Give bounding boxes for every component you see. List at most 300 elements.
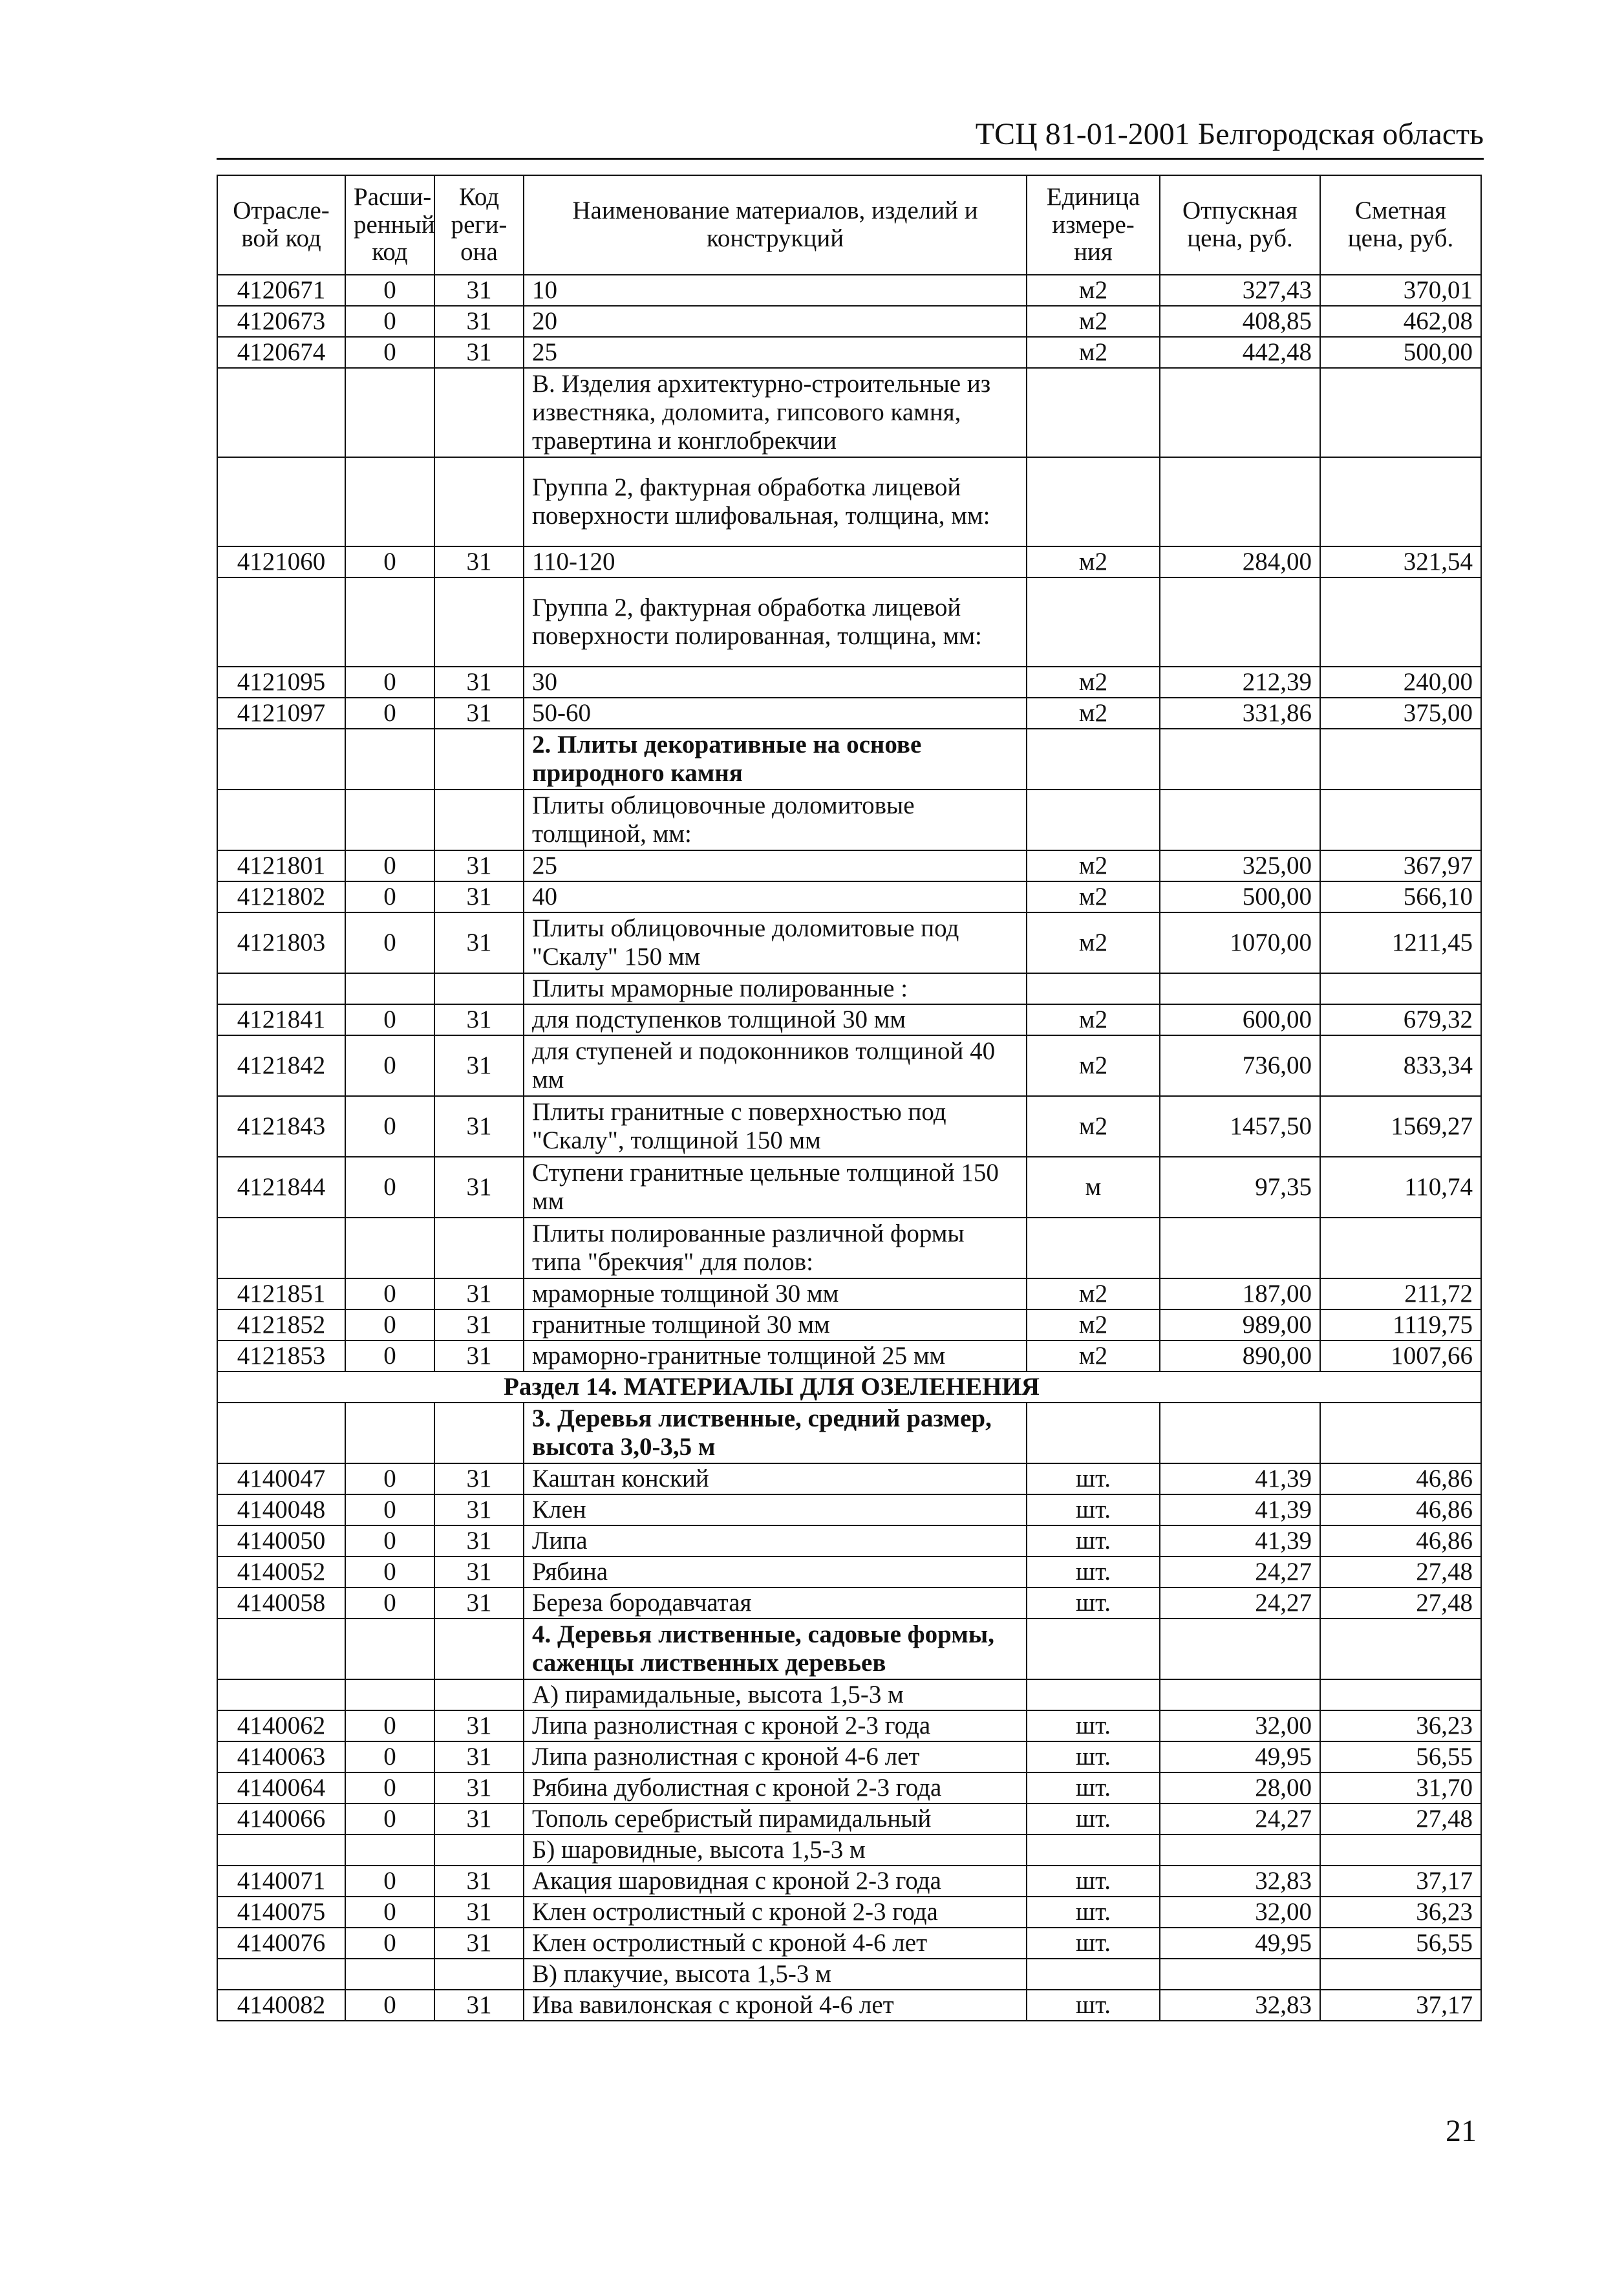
region-code-cell: 31 (434, 881, 524, 912)
name-cell: гранитные толщиной 30 мм (524, 1309, 1027, 1340)
unit-cell (1027, 790, 1160, 850)
estimate-price-cell: 56,55 (1320, 1928, 1481, 1959)
name-cell: Плиты полированные различной формы типа "брекчия" для полов: (524, 1218, 1027, 1278)
extended-code-cell: 0 (345, 1990, 434, 2021)
table-row (217, 1218, 1481, 1278)
industry-code-cell (217, 1679, 345, 1710)
name-cell: Липа (524, 1525, 1027, 1556)
unit-cell: м2 (1027, 337, 1160, 368)
table-row (217, 1525, 1481, 1556)
extended-code-cell (345, 790, 434, 850)
estimate-price-cell: 1211,45 (1320, 912, 1481, 973)
table-row (217, 546, 1481, 577)
unit-cell: м2 (1027, 881, 1160, 912)
unit-cell: шт. (1027, 1556, 1160, 1588)
release-price-cell: 442,48 (1160, 337, 1320, 368)
col-header-unit: Единица измере-ния (1027, 175, 1160, 275)
unit-cell: шт. (1027, 1525, 1160, 1556)
table-row (217, 729, 1481, 790)
extended-code-cell: 0 (345, 1710, 434, 1741)
table-row (217, 1309, 1481, 1340)
region-code-cell: 31 (434, 546, 524, 577)
region-code-cell (434, 368, 524, 457)
extended-code-cell: 0 (345, 1157, 434, 1218)
section-heading (217, 1372, 1481, 1403)
estimate-price-cell: 1569,27 (1320, 1096, 1481, 1157)
unit-cell: шт. (1027, 1866, 1160, 1897)
name-cell: Липа разнолистная с кроной 2-3 года (524, 1710, 1027, 1741)
release-price-cell: 24,27 (1160, 1556, 1320, 1588)
estimate-price-cell: 46,86 (1320, 1463, 1481, 1494)
region-code-cell (434, 729, 524, 790)
extended-code-cell (345, 1835, 434, 1866)
estimate-price-cell (1320, 973, 1481, 1004)
release-price-cell (1160, 1403, 1320, 1463)
release-price-cell: 284,00 (1160, 546, 1320, 577)
unit-cell (1027, 1403, 1160, 1463)
industry-code-cell: 4121851 (217, 1278, 345, 1309)
name-cell: Б) шаровидные, высота 1,5-3 м (524, 1835, 1027, 1866)
estimate-price-cell (1320, 368, 1481, 457)
release-price-cell: 41,39 (1160, 1463, 1320, 1494)
industry-code-cell: 4140066 (217, 1803, 345, 1835)
industry-code-cell: 4121801 (217, 850, 345, 881)
extended-code-cell: 0 (345, 1494, 434, 1525)
name-cell: Плиты гранитные с поверхностью под "Скалу", толщиной 150 мм (524, 1096, 1027, 1157)
extended-code-cell: 0 (345, 1525, 434, 1556)
estimate-price-cell: 462,08 (1320, 306, 1481, 337)
unit-cell: шт. (1027, 1741, 1160, 1772)
industry-code-cell (217, 1619, 345, 1679)
region-code-cell: 31 (434, 1556, 524, 1588)
unit-cell: м (1027, 1157, 1160, 1218)
estimate-price-cell: 37,17 (1320, 1866, 1481, 1897)
unit-cell (1027, 973, 1160, 1004)
estimate-price-cell (1320, 577, 1481, 667)
industry-code-cell: 4140076 (217, 1928, 345, 1959)
estimate-price-cell: 31,70 (1320, 1772, 1481, 1803)
estimate-price-cell: 27,48 (1320, 1556, 1481, 1588)
region-code-cell (434, 1959, 524, 1990)
unit-cell: м2 (1027, 546, 1160, 577)
region-code-cell: 31 (434, 667, 524, 698)
release-price-cell: 212,39 (1160, 667, 1320, 698)
region-code-cell (434, 1679, 524, 1710)
name-cell: 110-120 (524, 546, 1027, 577)
region-code-cell (434, 973, 524, 1004)
release-price-cell: 187,00 (1160, 1278, 1320, 1309)
extended-code-cell: 0 (345, 275, 434, 306)
table-row (217, 1004, 1481, 1035)
extended-code-cell: 0 (345, 1897, 434, 1928)
col-header-name: Наименование материалов, изделий и конструкций (524, 175, 1027, 275)
extended-code-cell: 0 (345, 1588, 434, 1619)
table-row (217, 1835, 1481, 1866)
estimate-price-cell (1320, 457, 1481, 546)
region-code-cell: 31 (434, 1710, 524, 1741)
unit-cell: шт. (1027, 1588, 1160, 1619)
name-cell: мраморно-гранитные толщиной 25 мм (524, 1340, 1027, 1372)
release-price-cell: 408,85 (1160, 306, 1320, 337)
table-row (217, 1959, 1481, 1990)
region-code-cell: 31 (434, 698, 524, 729)
release-price-cell: 49,95 (1160, 1928, 1320, 1959)
release-price-cell: 97,35 (1160, 1157, 1320, 1218)
release-price-cell: 24,27 (1160, 1588, 1320, 1619)
unit-cell: м2 (1027, 1035, 1160, 1096)
release-price-cell (1160, 1959, 1320, 1990)
extended-code-cell: 0 (345, 546, 434, 577)
name-cell: 25 (524, 850, 1027, 881)
name-cell: Рябина дуболистная с кроной 2-3 года (524, 1772, 1027, 1803)
table-row (217, 457, 1481, 546)
table-row (217, 1556, 1481, 1588)
table-row (217, 1803, 1481, 1835)
industry-code-cell: 4140064 (217, 1772, 345, 1803)
unit-cell (1027, 1835, 1160, 1866)
region-code-cell: 31 (434, 1990, 524, 2021)
extended-code-cell: 0 (345, 1004, 434, 1035)
release-price-cell: 600,00 (1160, 1004, 1320, 1035)
name-cell: Рябина (524, 1556, 1027, 1588)
unit-cell: м2 (1027, 306, 1160, 337)
name-cell: 30 (524, 667, 1027, 698)
name-cell: 3. Деревья лиственные, средний размер, высота 3,0-3,5 м (524, 1403, 1027, 1463)
region-code-cell: 31 (434, 850, 524, 881)
name-cell: Плиты облицовочные доломитовые толщиной, мм: (524, 790, 1027, 850)
table-row (217, 577, 1481, 667)
name-cell: Тополь серебристый пирамидальный (524, 1803, 1027, 1835)
industry-code-cell: 4140050 (217, 1525, 345, 1556)
estimate-price-cell: 46,86 (1320, 1525, 1481, 1556)
name-cell: 2. Плиты декоративные на основе природного камня (524, 729, 1027, 790)
extended-code-cell: 0 (345, 1556, 434, 1588)
industry-code-cell (217, 1835, 345, 1866)
name-cell: Ива вавилонская с кроной 4-6 лет (524, 1990, 1027, 2021)
name-cell: 40 (524, 881, 1027, 912)
region-code-cell (434, 1218, 524, 1278)
estimate-price-cell (1320, 1218, 1481, 1278)
extended-code-cell: 0 (345, 1741, 434, 1772)
name-cell: Клен остролистный с кроной 4-6 лет (524, 1928, 1027, 1959)
unit-cell: м2 (1027, 912, 1160, 973)
header-title: ТСЦ 81-01-2001 Белгородская область (975, 117, 1484, 151)
release-price-cell: 32,83 (1160, 1990, 1320, 2021)
table-row (217, 881, 1481, 912)
region-code-cell: 31 (434, 1897, 524, 1928)
region-code-cell: 31 (434, 1004, 524, 1035)
region-code-cell (434, 1835, 524, 1866)
extended-code-cell: 0 (345, 1928, 434, 1959)
extended-code-cell: 0 (345, 1803, 434, 1835)
unit-cell: шт. (1027, 1897, 1160, 1928)
industry-code-cell: 4140048 (217, 1494, 345, 1525)
name-cell: Клен (524, 1494, 1027, 1525)
estimate-price-cell: 321,54 (1320, 546, 1481, 577)
estimate-price-cell: 27,48 (1320, 1588, 1481, 1619)
release-price-cell: 1070,00 (1160, 912, 1320, 973)
industry-code-cell: 4121842 (217, 1035, 345, 1096)
estimate-price-cell (1320, 1619, 1481, 1679)
unit-cell: м2 (1027, 850, 1160, 881)
industry-code-cell (217, 973, 345, 1004)
estimate-price-cell: 27,48 (1320, 1803, 1481, 1835)
extended-code-cell (345, 368, 434, 457)
estimate-price-cell: 46,86 (1320, 1494, 1481, 1525)
page-number: 21 (1446, 2114, 1477, 2148)
table-row (217, 275, 1481, 306)
price-table (217, 175, 1482, 2021)
estimate-price-cell: 375,00 (1320, 698, 1481, 729)
industry-code-cell (217, 729, 345, 790)
table-row (217, 1157, 1481, 1218)
release-price-cell (1160, 973, 1320, 1004)
table-row (217, 337, 1481, 368)
estimate-price-cell (1320, 729, 1481, 790)
estimate-price-cell: 566,10 (1320, 881, 1481, 912)
extended-code-cell: 0 (345, 1096, 434, 1157)
release-price-cell (1160, 1218, 1320, 1278)
release-price-cell (1160, 729, 1320, 790)
name-cell: Липа разнолистная с кроной 4-6 лет (524, 1741, 1027, 1772)
table-row (217, 1372, 1481, 1403)
name-cell: Каштан конский (524, 1463, 1027, 1494)
extended-code-cell (345, 577, 434, 667)
col-header-estimate-price: Сметная цена, руб. (1320, 175, 1481, 275)
table-row (217, 1035, 1481, 1096)
table-row (217, 1340, 1481, 1372)
industry-code-cell: 4121060 (217, 546, 345, 577)
industry-code-cell: 4140058 (217, 1588, 345, 1619)
release-price-cell (1160, 790, 1320, 850)
estimate-price-cell (1320, 1679, 1481, 1710)
name-cell: 50-60 (524, 698, 1027, 729)
estimate-price-cell (1320, 1835, 1481, 1866)
table-row (217, 1494, 1481, 1525)
extended-code-cell: 0 (345, 337, 434, 368)
running-header (217, 115, 1484, 160)
estimate-price-cell (1320, 1403, 1481, 1463)
industry-code-cell: 4140063 (217, 1741, 345, 1772)
table-row (217, 1403, 1481, 1463)
name-cell: Группа 2, фактурная обработка лицевой поверхности шлифовальная, толщина, мм: (524, 457, 1027, 546)
extended-code-cell: 0 (345, 1035, 434, 1096)
region-code-cell: 31 (434, 1928, 524, 1959)
estimate-price-cell: 36,23 (1320, 1710, 1481, 1741)
col-header-industry-code: Отрасле-вой код (217, 175, 345, 275)
region-code-cell: 31 (434, 1741, 524, 1772)
estimate-price-cell (1320, 1959, 1481, 1990)
table-row (217, 1096, 1481, 1157)
table-row (217, 698, 1481, 729)
release-price-cell (1160, 1619, 1320, 1679)
estimate-price-cell: 1007,66 (1320, 1340, 1481, 1372)
unit-cell (1027, 368, 1160, 457)
estimate-price-cell: 367,97 (1320, 850, 1481, 881)
estimate-price-cell: 370,01 (1320, 275, 1481, 306)
extended-code-cell: 0 (345, 1278, 434, 1309)
name-cell: 25 (524, 337, 1027, 368)
region-code-cell (434, 577, 524, 667)
release-price-cell: 32,00 (1160, 1710, 1320, 1741)
region-code-cell: 31 (434, 1340, 524, 1372)
extended-code-cell: 0 (345, 667, 434, 698)
table-row (217, 667, 1481, 698)
release-price-cell (1160, 577, 1320, 667)
col-header-region-code: Код реги-она (434, 175, 524, 275)
name-cell: для ступеней и подоконников толщиной 40 мм (524, 1035, 1027, 1096)
name-cell: Береза бородавчатая (524, 1588, 1027, 1619)
table-header-row (217, 175, 1481, 275)
extended-code-cell (345, 1619, 434, 1679)
extended-code-cell: 0 (345, 912, 434, 973)
unit-cell (1027, 457, 1160, 546)
region-code-cell (434, 457, 524, 546)
region-code-cell: 31 (434, 1463, 524, 1494)
industry-code-cell: 4121844 (217, 1157, 345, 1218)
unit-cell: м2 (1027, 1309, 1160, 1340)
table-row (217, 1278, 1481, 1309)
estimate-price-cell: 37,17 (1320, 1990, 1481, 2021)
region-code-cell (434, 790, 524, 850)
release-price-cell: 41,39 (1160, 1525, 1320, 1556)
unit-cell (1027, 1619, 1160, 1679)
industry-code-cell: 4121095 (217, 667, 345, 698)
extended-code-cell: 0 (345, 1340, 434, 1372)
unit-cell: шт. (1027, 1494, 1160, 1525)
name-cell: для подступенков толщиной 30 мм (524, 1004, 1027, 1035)
release-price-cell: 325,00 (1160, 850, 1320, 881)
table-row (217, 1463, 1481, 1494)
estimate-price-cell: 1119,75 (1320, 1309, 1481, 1340)
col-header-release-price: Отпускная цена, руб. (1160, 175, 1320, 275)
extended-code-cell (345, 1218, 434, 1278)
industry-code-cell: 4121852 (217, 1309, 345, 1340)
industry-code-cell: 4121803 (217, 912, 345, 973)
region-code-cell (434, 1403, 524, 1463)
extended-code-cell (345, 1403, 434, 1463)
industry-code-cell: 4140062 (217, 1710, 345, 1741)
table-row (217, 1710, 1481, 1741)
name-cell: В) плакучие, высота 1,5-3 м (524, 1959, 1027, 1990)
extended-code-cell: 0 (345, 1866, 434, 1897)
name-cell: Плиты мраморные полированные : (524, 973, 1027, 1004)
extended-code-cell (345, 973, 434, 1004)
table-row (217, 306, 1481, 337)
unit-cell (1027, 1218, 1160, 1278)
unit-cell: м2 (1027, 667, 1160, 698)
industry-code-cell (217, 790, 345, 850)
industry-code-cell: 4140082 (217, 1990, 345, 2021)
release-price-cell: 32,83 (1160, 1866, 1320, 1897)
name-cell: Ступени гранитные цельные толщиной 150 мм (524, 1157, 1027, 1218)
release-price-cell (1160, 1679, 1320, 1710)
release-price-cell: 41,39 (1160, 1494, 1320, 1525)
region-code-cell: 31 (434, 1157, 524, 1218)
region-code-cell: 31 (434, 1588, 524, 1619)
industry-code-cell: 4140052 (217, 1556, 345, 1588)
name-cell: 20 (524, 306, 1027, 337)
industry-code-cell (217, 1403, 345, 1463)
table-row (217, 1990, 1481, 2021)
industry-code-cell (217, 368, 345, 457)
industry-code-cell: 4121843 (217, 1096, 345, 1157)
release-price-cell: 327,43 (1160, 275, 1320, 306)
unit-cell: шт. (1027, 1772, 1160, 1803)
industry-code-cell: 4121802 (217, 881, 345, 912)
name-cell: 4. Деревья лиственные, садовые формы, саженцы лиственных деревьев (524, 1619, 1027, 1679)
extended-code-cell (345, 729, 434, 790)
unit-cell: шт. (1027, 1803, 1160, 1835)
industry-code-cell: 4140047 (217, 1463, 345, 1494)
release-price-cell: 24,27 (1160, 1803, 1320, 1835)
unit-cell: м2 (1027, 275, 1160, 306)
extended-code-cell (345, 457, 434, 546)
table-row (217, 1897, 1481, 1928)
table-row (217, 1588, 1481, 1619)
name-cell: Плиты облицовочные доломитовые под "Скалу" 150 мм (524, 912, 1027, 973)
table-row (217, 912, 1481, 973)
industry-code-cell: 4120671 (217, 275, 345, 306)
extended-code-cell: 0 (345, 1463, 434, 1494)
release-price-cell: 32,00 (1160, 1897, 1320, 1928)
table-row (217, 973, 1481, 1004)
extended-code-cell: 0 (345, 698, 434, 729)
industry-code-cell: 4140071 (217, 1866, 345, 1897)
section-heading-text: Раздел 14. МАТЕРИАЛЫ ДЛЯ ОЗЕЛЕНЕНИЯ (504, 1373, 1040, 1401)
region-code-cell: 31 (434, 337, 524, 368)
release-price-cell (1160, 457, 1320, 546)
region-code-cell: 31 (434, 912, 524, 973)
industry-code-cell: 4121853 (217, 1340, 345, 1372)
name-cell: мраморные толщиной 30 мм (524, 1278, 1027, 1309)
industry-code-cell: 4120674 (217, 337, 345, 368)
estimate-price-cell: 679,32 (1320, 1004, 1481, 1035)
unit-cell: м2 (1027, 1278, 1160, 1309)
extended-code-cell: 0 (345, 881, 434, 912)
unit-cell: шт. (1027, 1990, 1160, 2021)
industry-code-cell (217, 577, 345, 667)
table-row (217, 1866, 1481, 1897)
unit-cell (1027, 1959, 1160, 1990)
extended-code-cell (345, 1959, 434, 1990)
name-cell: Акация шаровидная с кроной 2-3 года (524, 1866, 1027, 1897)
release-price-cell: 736,00 (1160, 1035, 1320, 1096)
unit-cell (1027, 577, 1160, 667)
release-price-cell: 890,00 (1160, 1340, 1320, 1372)
unit-cell (1027, 729, 1160, 790)
name-cell: 10 (524, 275, 1027, 306)
unit-cell: шт. (1027, 1710, 1160, 1741)
estimate-price-cell: 56,55 (1320, 1741, 1481, 1772)
industry-code-cell (217, 1218, 345, 1278)
release-price-cell: 49,95 (1160, 1741, 1320, 1772)
release-price-cell (1160, 368, 1320, 457)
col-header-extended-code: Расши-ренный код (345, 175, 434, 275)
release-price-cell: 500,00 (1160, 881, 1320, 912)
region-code-cell: 31 (434, 1494, 524, 1525)
estimate-price-cell: 833,34 (1320, 1035, 1481, 1096)
release-price-cell: 28,00 (1160, 1772, 1320, 1803)
unit-cell (1027, 1679, 1160, 1710)
release-price-cell: 989,00 (1160, 1309, 1320, 1340)
table-row (217, 790, 1481, 850)
region-code-cell: 31 (434, 1278, 524, 1309)
unit-cell: м2 (1027, 1340, 1160, 1372)
industry-code-cell: 4140075 (217, 1897, 345, 1928)
table-row (217, 1928, 1481, 1959)
extended-code-cell (345, 1679, 434, 1710)
